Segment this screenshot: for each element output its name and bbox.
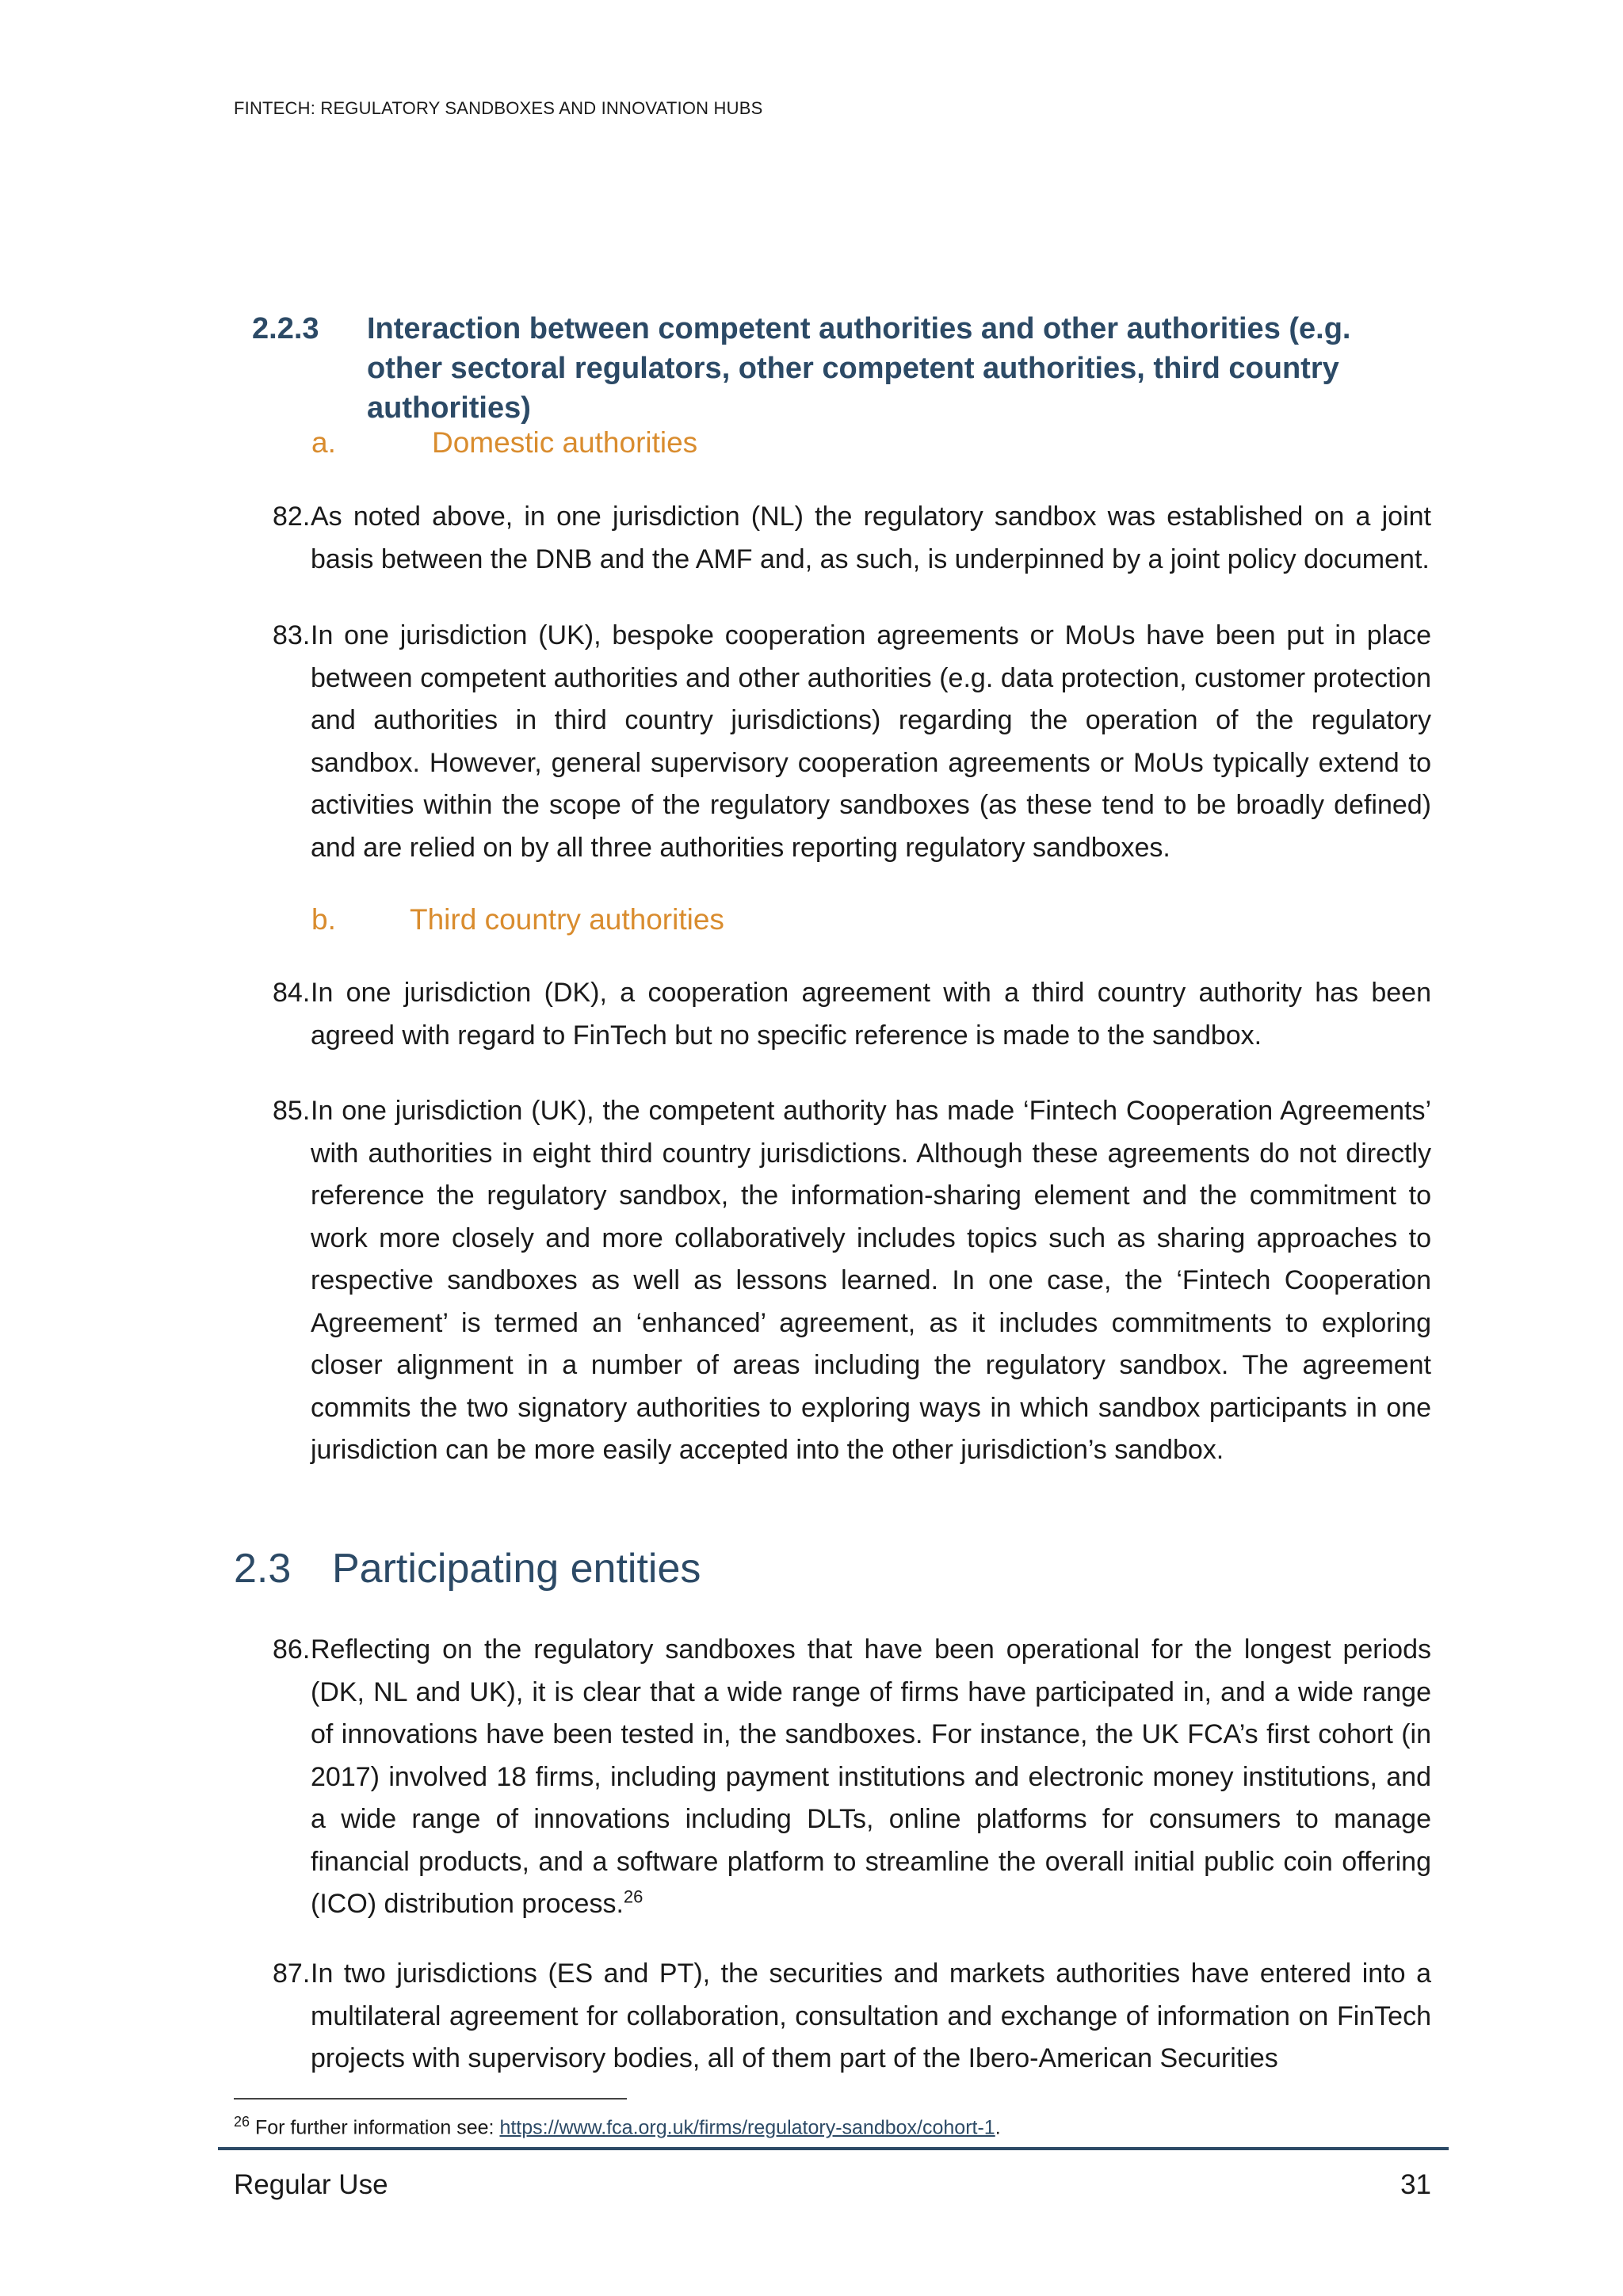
paragraph-85 [273,1090,1431,1472]
paragraph-text-content: Reflecting on the regulatory sandboxes that have been operational for the longest periods (DK, NL and UK), it is clear that a wide range of firms have participated in, and a wide range of innovations have been tested in, the sandboxes. For instance, the UK FCA’s first cohort (in 2017) involved 18 firms, including payment institutions and electronic money institutions, and a wide range of innovations including DLTs, online platforms for consumers to manage financial products, and a software platform to streamline the overall initial public coin offering (ICO) distribution process. [311,1634,1431,1919]
paragraph-number: 84. [273,978,311,1008]
paragraph-number: 87. [273,1958,311,1989]
running-header: FINTECH: REGULATORY SANDBOXES AND INNOVATION HUBS [234,98,763,118]
paragraph-text: In two jurisdictions (ES and PT), the securities and markets authorities have entered into a multilateral agreement for collaboration, consultation and exchange of information on FinTech projects with supervisory bodies, all of them part of the Ibero-American Securities [311,1958,1431,2073]
paragraph-text: In one jurisdiction (UK), bespoke cooperation agreements or MoUs have been put in place between competent authorities and other authorities (e.g. data protection, customer protection and authorities in third country jurisdictions) regarding the operation of the regulatory sandbox. However, general supervisory cooperation agreements or MoUs typically extend to activities within the scope of the regulatory sandboxes (as these tend to be broadly defined) and are relied on by all three authorities reporting regulatory sandboxes. [311,620,1431,863]
paragraph-number: 82. [273,502,311,532]
paragraph-82 [273,496,1431,581]
page-number: 31 [1400,2169,1431,2200]
subheading-letter: b. [311,903,336,936]
paragraph-number: 83. [273,620,311,650]
footnote-link[interactable]: https://www.fca.org.uk/firms/regulatory-sandbox/cohort-1 [499,2116,995,2139]
footnote-prefix: For further information see: [254,2116,500,2139]
subheading-title: Third country authorities [410,903,724,936]
section-number: 2.2.3 [252,312,319,345]
section-title: Participating entities [332,1546,701,1592]
section-title: Interaction between competent authorities and other authorities (e.g. other sectoral regulators, other competent authorities, third country authorities) [367,312,1351,425]
footnote-reference[interactable]: 26 [623,1886,643,1907]
paragraph-87 [273,1953,1431,2081]
paragraph-number: 85. [273,1096,311,1126]
footnote-divider [234,2098,627,2100]
footer-classification: Regular Use [234,2169,388,2200]
paragraph-text [311,1629,1431,1926]
section-number: 2.3 [234,1546,292,1592]
footnote-suffix: . [995,2116,1001,2139]
paragraph-text: In one jurisdiction (UK), the competent authority has made ‘Fintech Cooperation Agreements’ with authorities in eight third country jurisdictions. Although these agreements do not directly reference the regulatory sandbox, the information-sharing element and the commitment to work more closely and more collaboratively includes topics such as sharing approaches to respective sandboxes as well as lessons learned. In one case, the ‘Fintech Cooperation Agreement’ is termed an ‘enhanced’ agreement, as it includes commitments to exploring closer alignment in a number of areas including the regulatory sandbox. The agreement commits the two signatory authorities to exploring ways in which sandbox participants in one jurisdiction can be more easily accepted into the other jurisdiction’s sandbox. [311,1096,1431,1465]
paragraph-84 [273,972,1431,1057]
subheading-letter: a. [311,426,336,459]
paragraph-86 [273,1629,1431,1926]
subheading-title: Domestic authorities [432,426,698,459]
paragraph-83 [273,615,1431,869]
footnote-26 [234,2114,1001,2139]
paragraph-text: In one jurisdiction (DK), a cooperation agreement with a third country authority has been agreed with regard to FinTech but no specific reference is made to the sandbox. [311,978,1431,1051]
footnote-marker: 26 [234,2114,250,2130]
footer-divider [218,2147,1449,2150]
paragraph-number: 86. [273,1634,311,1665]
paragraph-text: As noted above, in one jurisdiction (NL) the regulatory sandbox was established on a joint basis between the DNB and the AMF and, as such, is underpinned by a joint policy document. [311,502,1431,574]
